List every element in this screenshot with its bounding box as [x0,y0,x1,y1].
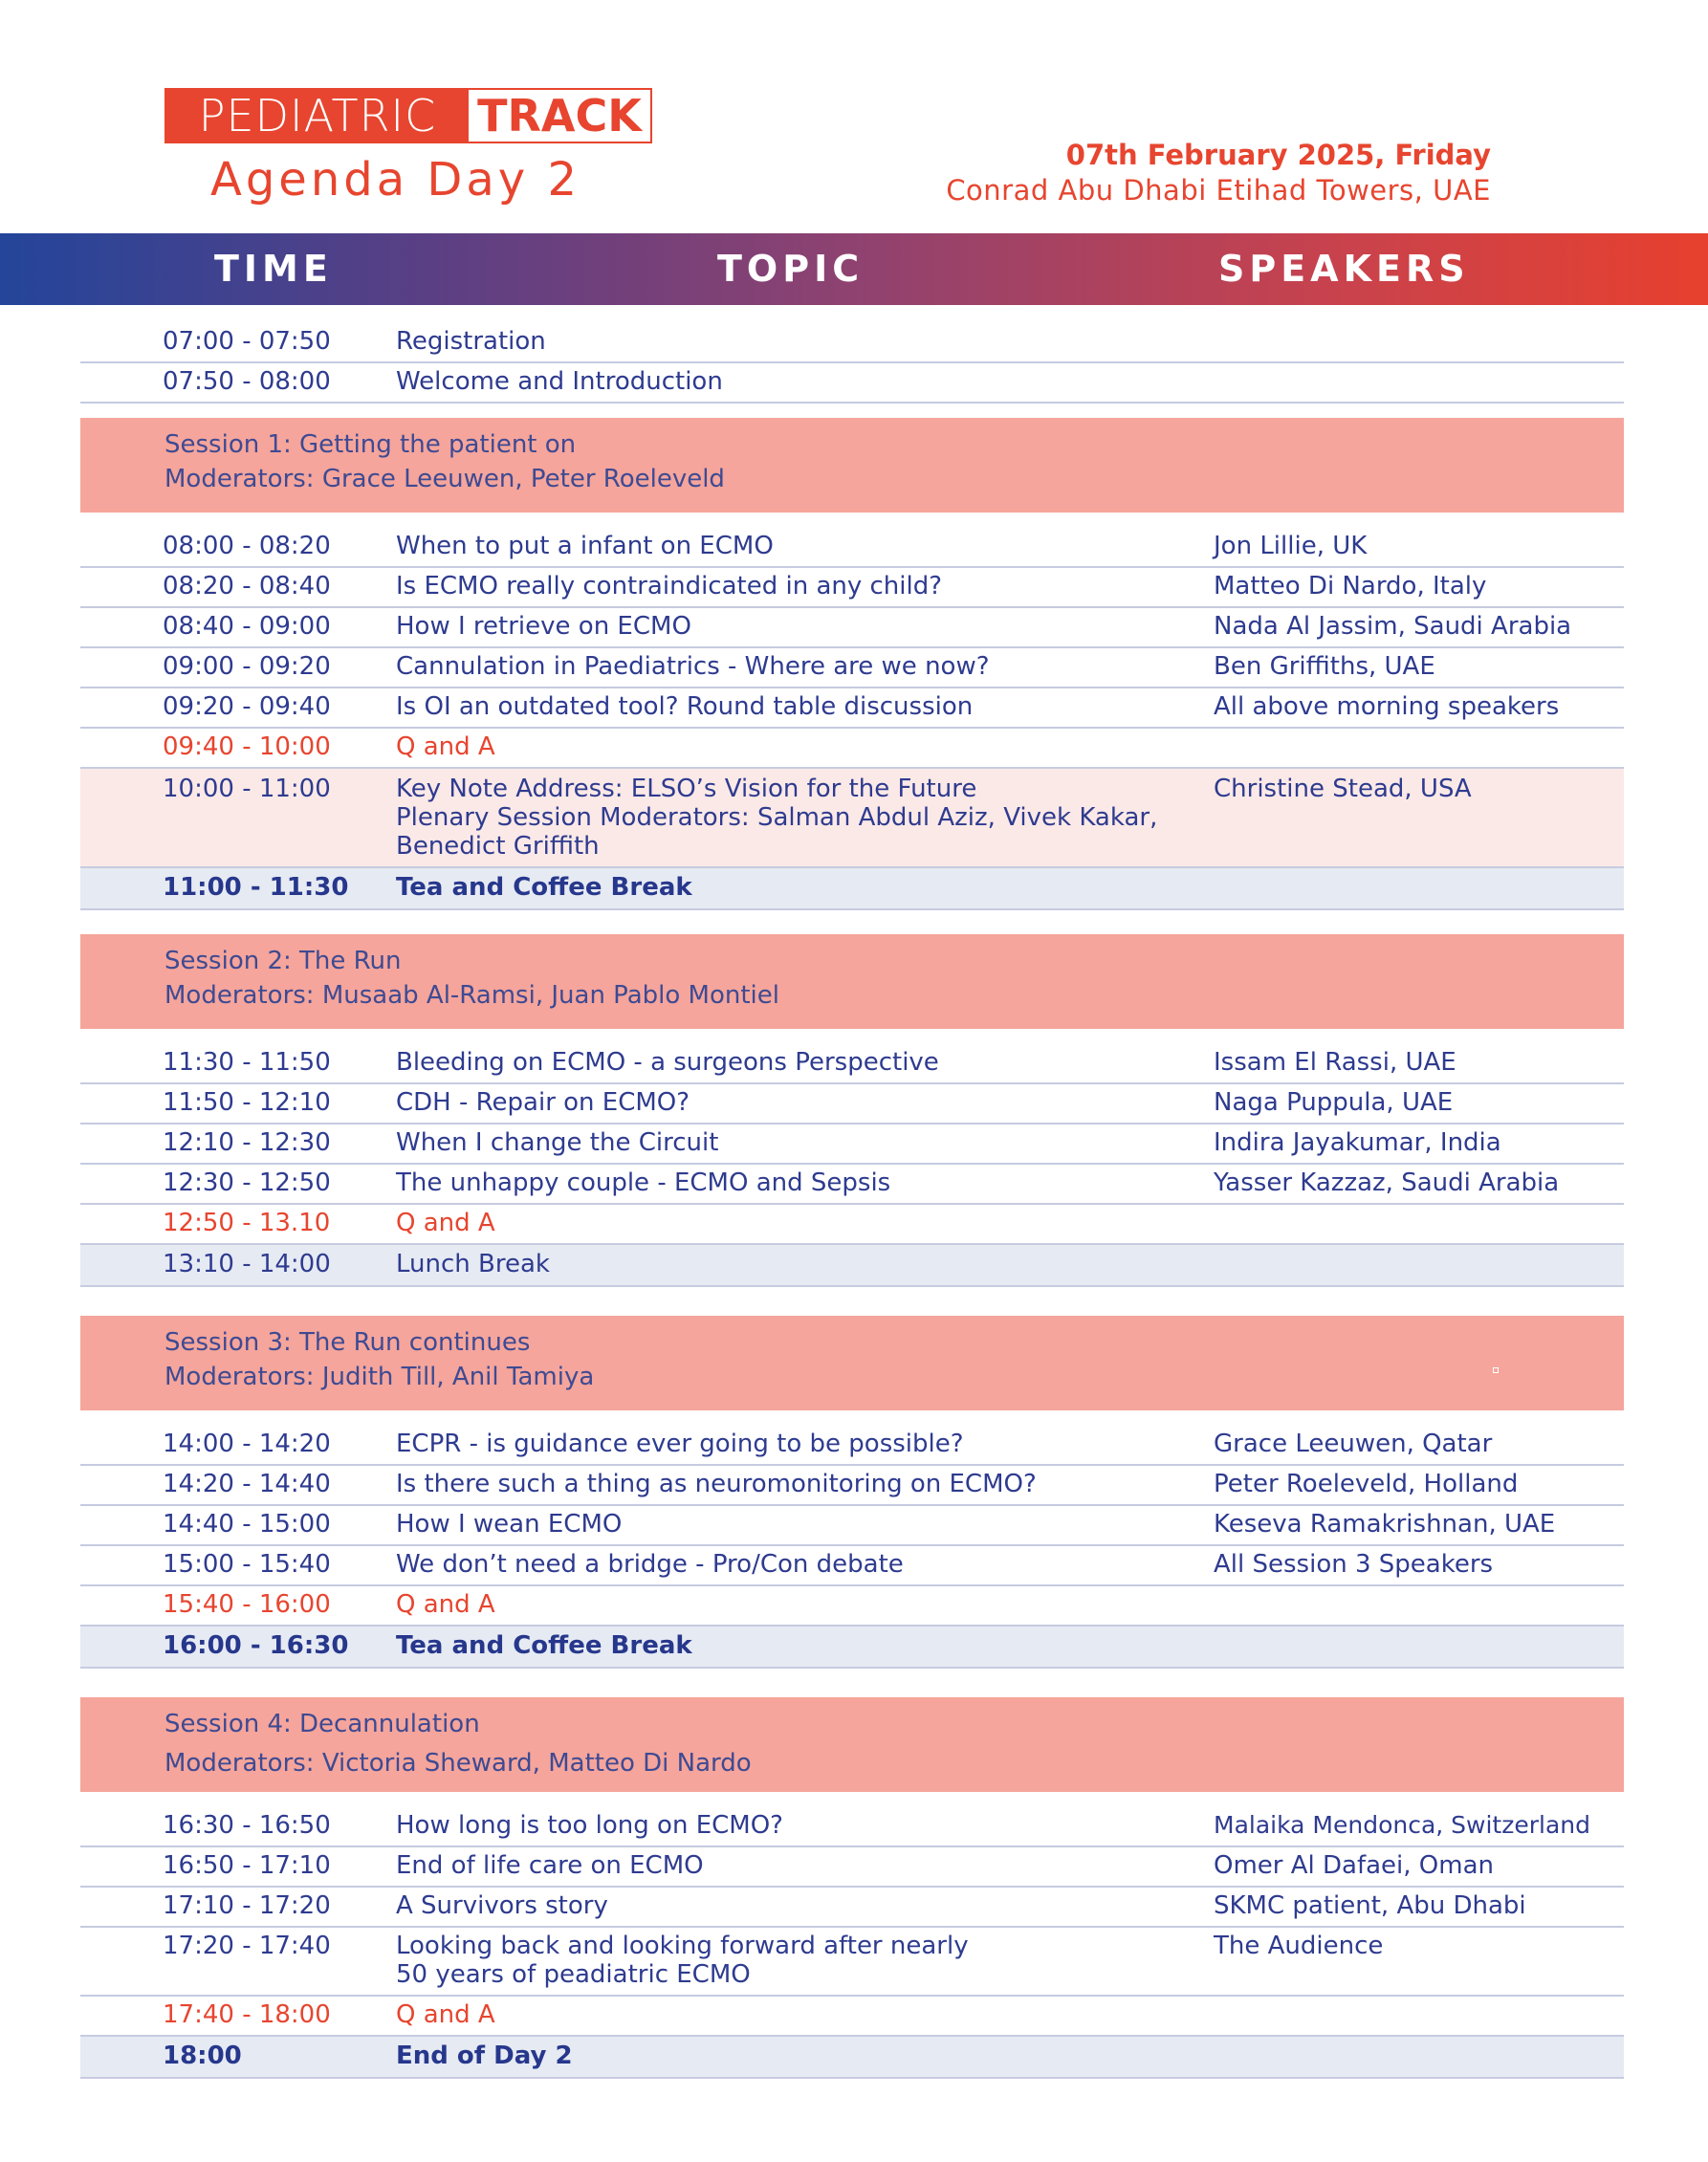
session-moderators: Moderators: Musaab Al-Ramsi, Juan Pablo Montiel [164,981,779,1010]
row-speaker: Matteo Di Nardo, Italy [1214,572,1487,601]
row-speaker: Christine Stead, USA [1214,775,1472,803]
row-speaker: Naga Puppula, UAE [1214,1088,1454,1117]
qa-row [80,1997,1624,2037]
table-row [80,528,1624,568]
row-speaker: Jon Lillie, UK [1214,532,1368,560]
row-topic: When to put a infant on ECMO [396,532,774,560]
table-row [80,1044,1624,1084]
table-row [80,1888,1624,1928]
row-topic: Is OI an outdated tool? Round table discussion [396,692,974,721]
small-square-mark [1493,1367,1499,1373]
row-topic: A Survivors story [396,1891,608,1920]
row-topic: Is ECMO really contraindicated in any child? [396,572,943,601]
row-topic: ECPR - is guidance ever going to be possible? [396,1430,964,1458]
row-topic-line: Plenary Session Moderators: Salman Abdul Aziz, Vivek Kakar, [396,803,1158,832]
row-time: 14:00 - 14:20 [163,1430,331,1458]
page-title: Agenda Day 2 [210,153,580,207]
row-topic: The unhappy couple - ECMO and Sepsis [396,1168,891,1197]
row-topic: How I retrieve on ECMO [396,612,691,641]
row-speaker: Indira Jayakumar, India [1214,1128,1501,1157]
row-speaker: The Audience [1214,1932,1384,1960]
end-row [80,2037,1624,2079]
row-topic-line: Looking back and looking forward after nearly [396,1932,969,1960]
table-row [80,1847,1624,1888]
row-time: 14:40 - 15:00 [163,1510,331,1539]
row-topic: Bleeding on ECMO - a surgeons Perspective [396,1048,939,1077]
table-row [80,1546,1624,1586]
row-time: 11:00 - 11:30 [163,873,349,902]
session-header [80,418,1624,513]
row-topic: Q and A [396,2000,495,2029]
row-speaker: SKMC patient, Abu Dhabi [1214,1891,1526,1920]
session-moderators: Moderators: Grace Leeuwen, Peter Roeleveld [164,465,725,493]
qa-row [80,729,1624,769]
table-row [80,1466,1624,1506]
row-time: 18:00 [163,2042,242,2070]
row-topic-line: Benedict Griffith [396,832,600,861]
session-header [80,1697,1624,1792]
table-row [80,325,1624,363]
row-time: 17:10 - 17:20 [163,1891,331,1920]
badge-track: TRACK [469,90,650,142]
row-topic-line: 50 years of peadiatric ECMO [396,1960,751,1989]
row-topic: We don’t need a bridge - Pro/Con debate [396,1550,904,1579]
row-topic: When I change the Circuit [396,1128,719,1157]
column-header-bar [0,233,1708,305]
row-time: 09:20 - 09:40 [163,692,331,721]
badge-pediatric: PEDIATRIC [166,90,469,142]
table-row [80,1165,1624,1205]
row-topic: Tea and Coffee Break [396,1631,692,1660]
session-title: Session 1: Getting the patient on [164,430,577,459]
row-time: 12:30 - 12:50 [163,1168,331,1197]
row-time: 09:00 - 09:20 [163,652,331,681]
keynote-row [80,769,1624,868]
row-topic: End of life care on ECMO [396,1851,704,1880]
row-topic: Tea and Coffee Break [396,873,692,902]
row-time: 17:20 - 17:40 [163,1932,331,1960]
row-topic: Q and A [396,732,495,761]
row-speaker: All above morning speakers [1214,692,1560,721]
row-topic: Cannulation in Paediatrics - Where are we now? [396,652,990,681]
row-topic: Is there such a thing as neuromonitoring on ECMO? [396,1470,1037,1498]
row-time: 15:00 - 15:40 [163,1550,331,1579]
table-row [80,568,1624,608]
row-speaker: Issam El Rassi, UAE [1214,1048,1456,1077]
session-header [80,934,1624,1029]
table-row [80,608,1624,648]
row-topic: Registration [396,327,546,356]
session-title: Session 2: The Run [164,947,402,975]
session-moderators: Moderators: Victoria Sheward, Matteo Di Nardo [164,1749,752,1778]
column-header-topic: TOPIC [717,248,865,290]
row-speaker: Grace Leeuwen, Qatar [1214,1430,1493,1458]
row-speaker: Keseva Ramakrishnan, UAE [1214,1510,1556,1539]
table-row [80,1807,1624,1847]
row-speaker: Malaika Mendonca, Switzerland [1214,1811,1590,1839]
row-topic: How long is too long on ECMO? [396,1811,783,1840]
row-topic: Q and A [396,1209,495,1237]
table-row [80,1084,1624,1125]
row-speaker: Nada Al Jassim, Saudi Arabia [1214,612,1572,641]
row-time: 07:00 - 07:50 [163,327,331,356]
row-time: 08:20 - 08:40 [163,572,331,601]
qa-row [80,1205,1624,1245]
table-row [80,1426,1624,1466]
break-row [80,1627,1624,1669]
row-time: 13:10 - 14:00 [163,1250,331,1278]
row-time: 15:40 - 16:00 [163,1590,331,1619]
table-row [80,648,1624,688]
session-header [80,1316,1624,1410]
row-topic: CDH - Repair on ECMO? [396,1088,690,1117]
row-time: 07:50 - 08:00 [163,367,331,396]
row-topic: Lunch Break [396,1250,550,1278]
session-title: Session 3: The Run continues [164,1328,531,1357]
row-time: 09:40 - 10:00 [163,732,331,761]
row-topic: How I wean ECMO [396,1510,623,1539]
table-row [80,688,1624,729]
row-topic-line: Key Note Address: ELSO’s Vision for the Future [396,775,977,803]
track-badge [164,88,652,143]
break-row [80,1245,1624,1287]
row-speaker: Peter Roeleveld, Holland [1214,1470,1519,1498]
row-topic: Q and A [396,1590,495,1619]
column-header-speakers: SPEAKERS [1218,248,1470,290]
row-time: 10:00 - 11:00 [163,775,331,803]
qa-row [80,1586,1624,1627]
session-moderators: Moderators: Judith Till, Anil Tamiya [164,1363,595,1391]
table-row [80,1506,1624,1546]
table-row [80,1928,1624,1997]
row-time: 08:00 - 08:20 [163,532,331,560]
event-venue: Conrad Abu Dhabi Etihad Towers, UAE [946,174,1491,207]
row-time: 16:00 - 16:30 [163,1631,349,1660]
row-topic: End of Day 2 [396,2042,573,2070]
row-time: 17:40 - 18:00 [163,2000,331,2029]
row-time: 12:10 - 12:30 [163,1128,331,1157]
session-title: Session 4: Decannulation [164,1710,480,1738]
row-time: 16:50 - 17:10 [163,1851,331,1880]
row-time: 12:50 - 13.10 [163,1209,331,1237]
row-time: 16:30 - 16:50 [163,1811,331,1840]
table-row [80,363,1624,404]
row-time: 08:40 - 09:00 [163,612,331,641]
column-header-time: TIME [214,248,333,290]
row-time: 14:20 - 14:40 [163,1470,331,1498]
break-row [80,868,1624,910]
row-speaker: Yasser Kazzaz, Saudi Arabia [1214,1168,1560,1197]
table-row [80,1125,1624,1165]
row-speaker: Omer Al Dafaei, Oman [1214,1851,1495,1880]
row-time: 11:30 - 11:50 [163,1048,331,1077]
row-topic: Welcome and Introduction [396,367,723,396]
row-speaker: Ben Griffiths, UAE [1214,652,1435,681]
row-time: 11:50 - 12:10 [163,1088,331,1117]
event-date: 07th February 2025, Friday [1065,139,1491,171]
row-speaker: All Session 3 Speakers [1214,1550,1494,1579]
